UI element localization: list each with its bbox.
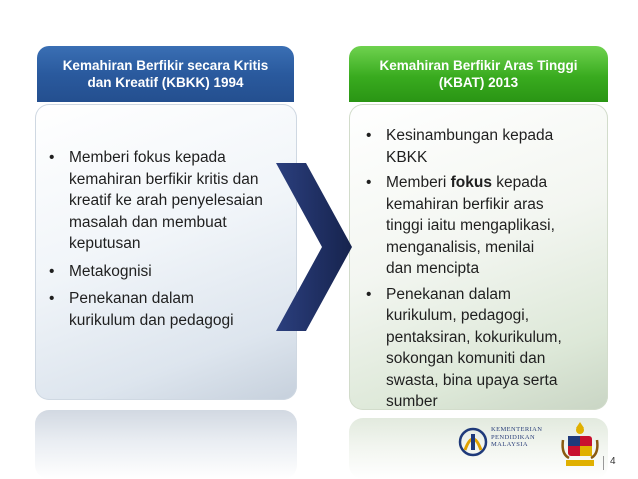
left-bullet-1-line-5: keputusan	[69, 235, 141, 252]
right-bullet-item-2	[361, 172, 601, 280]
right-bullet-3-line-5: swasta, bina upaya serta	[386, 371, 558, 389]
ministry-line-3: MALAYSIA	[491, 441, 528, 448]
page-number: 4	[610, 456, 616, 467]
left-bullet-item-1	[44, 147, 294, 255]
left-card-reflection	[35, 410, 297, 479]
bullet-marker: •	[49, 149, 55, 166]
right-bullet-2-line-3: tinggi iaitu mengaplikasi,	[386, 217, 555, 234]
right-bullet-1-line-1: Kesinambungan kepada	[386, 127, 554, 144]
right-bullet-2-line-1: Memberi fokus kepada	[386, 174, 548, 191]
left-bullet-1-line-3: kreatif ke arah penyelesaian	[69, 192, 263, 209]
left-bullet-1-line-1: Memberi fokus kepada	[69, 149, 226, 166]
bullet-marker: •	[49, 290, 55, 307]
left-bullet-1-line-4: masalah dan membuat	[69, 213, 227, 231]
right-bullet-3-line-3: pentaksiran, kokurikulum,	[386, 328, 562, 346]
bullet-marker: •	[366, 285, 372, 303]
right-bullet-3-line-4: sokongan komuniti dan	[386, 350, 546, 367]
left-card-title-line-2: dan Kreatif (KBKK) 1994	[87, 75, 244, 90]
right-bullet-2-line-2: kemahiran berfikir aras	[386, 195, 544, 213]
right-bullet-list	[361, 125, 601, 417]
right-bullet-3-line-6: sumber	[386, 393, 438, 410]
left-bullet-item-3	[44, 288, 294, 331]
right-card-title-line-2: (KBAT) 2013	[438, 75, 519, 90]
right-bullet-3-line-1: Penekanan dalam	[386, 285, 511, 303]
right-bullet-1-line-2: KBKK	[386, 148, 428, 166]
left-bullet-1-line-2: kemahiran berfikir kritis dan	[69, 170, 259, 188]
right-card-title-line-1: Kemahiran Berfikir Aras Tinggi	[379, 58, 578, 73]
right-bullet-2-line-4: menganalisis, menilai	[386, 238, 535, 256]
right-bullet-item-1	[361, 125, 601, 168]
ministry-name	[491, 426, 542, 449]
coat-of-arms-icon	[560, 420, 600, 472]
left-card-title-line-1: Kemahiran Berfikir secara Kritis	[62, 58, 269, 73]
right-bullet-2-line-5: dan mencipta	[386, 260, 480, 277]
left-card-header	[37, 46, 294, 102]
bullet-marker: •	[366, 174, 372, 191]
bullet-marker: •	[49, 262, 55, 280]
right-bullet-3-line-2: kurikulum, pedagogi,	[386, 307, 530, 324]
ministry-line-1: KEMENTERIAN	[491, 426, 543, 433]
right-bullet-item-3	[361, 284, 601, 413]
left-bullet-3-line-1: Penekanan dalam	[69, 290, 194, 307]
bullet-marker: •	[366, 127, 372, 144]
left-bullet-3-line-2: kurikulum dan pedagogi	[69, 311, 234, 329]
left-bullet-list	[44, 147, 294, 337]
left-bullet-item-2	[44, 261, 294, 283]
left-bullet-2-line-1: Metakognisi	[69, 262, 152, 280]
ministry-line-2: PENDIDIKAN	[491, 433, 536, 441]
right-card-header	[349, 46, 608, 102]
page-number-separator	[603, 456, 604, 470]
